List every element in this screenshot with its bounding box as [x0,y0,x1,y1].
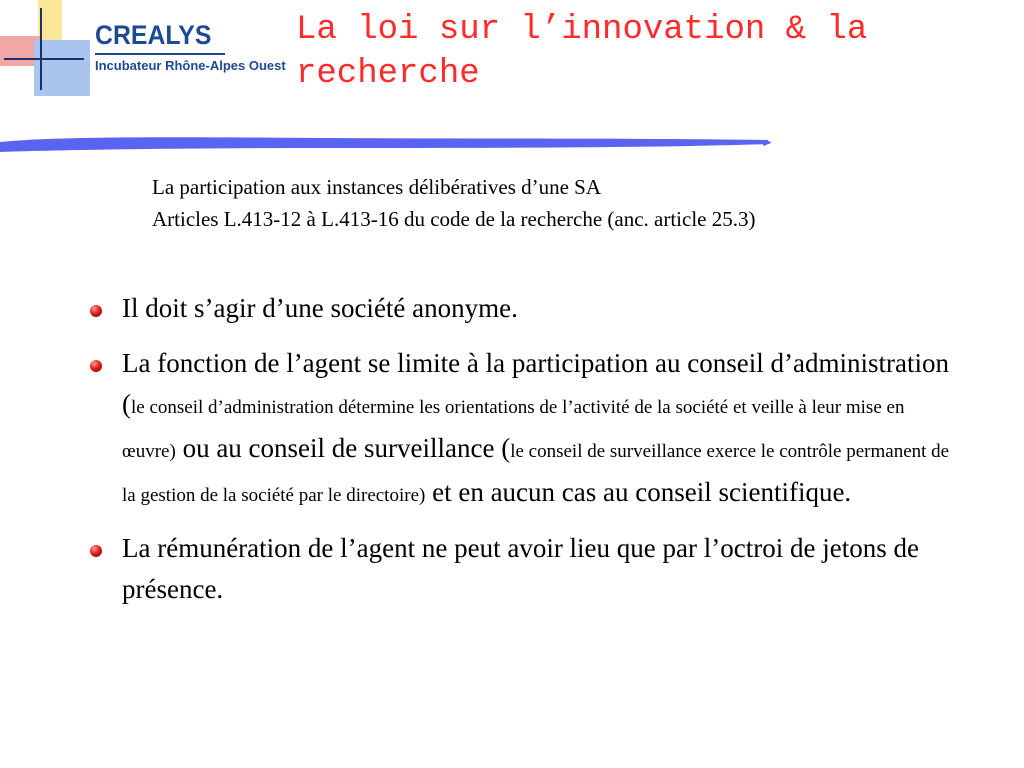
crealys-logo [0,0,300,100]
bullet-icon [90,305,102,317]
brush-stroke-divider [0,128,790,158]
bullet-note-1: le conseil d’administration détermine les orientations de l’activité de la société et veille à leur mise en œuvre) [122,397,905,462]
intro-line-2: Articles L.413-12 à L.413-16 du code de la recherche (anc. article 25.3) [152,207,756,231]
bullet-list [90,288,960,610]
bullet-item-1 [90,288,960,329]
bullet-icon [90,360,102,372]
bullet-text-1: Il doit s’agir d’une société anonyme. [122,293,518,323]
bullet-text-2c: et en aucun cas au conseil scientifique. [425,477,852,507]
logo-square-blue [34,40,90,96]
logo-name: CREALYS [95,20,212,50]
bullet-item-2 [90,343,960,516]
logo-rule [95,53,225,55]
intro-block [152,171,852,235]
logo-line-h [4,58,84,60]
bullet-note-2: le conseil de surveillance exerce le contrôle permanent de la gestion de la société par le directoire) [122,441,950,506]
intro-line-1: La participation aux instances délibératives d’une SA [152,175,602,199]
bullet-item-3 [90,528,960,610]
slide-title: La loi sur l’innovation & la recherche [296,11,868,93]
bullet-text-2b: ou au conseil de surveillance ( [175,433,511,463]
bullet-text-3: La rémunération de l’agent ne peut avoir lieu que par l’octroi de jetons de présence. [122,533,919,604]
bullet-icon [90,545,102,557]
bullet-text-2a: La fonction de l’agent se limite à la participation au conseil d’administration ( [122,348,949,419]
logo-subtitle: Incubateur Rhône-Alpes Ouest [95,58,286,73]
logo-line-v [40,8,42,90]
